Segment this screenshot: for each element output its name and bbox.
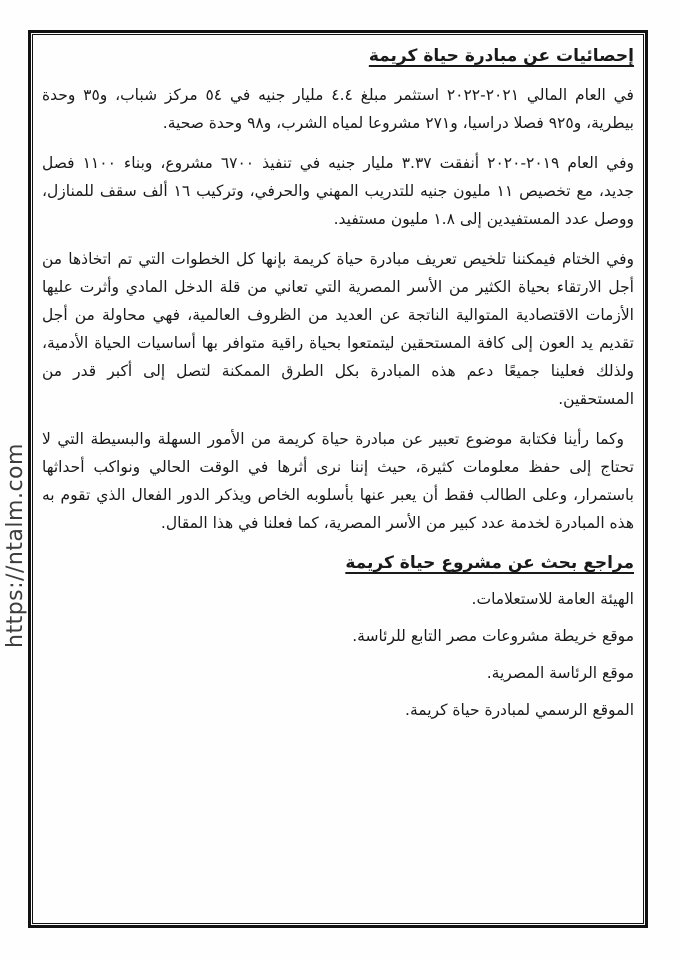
page-border-frame	[28, 30, 648, 928]
document-content	[42, 43, 634, 724]
paragraph-conclusion: وفي الختام فيمكننا تلخيص تعريف مبادرة حياة كريمة بإنها كل الخطوات التي تم اتخاذها من أجل الارتقاء بحياة الكثير من الأسر المصرية التي تعاني من قلة الدخل المادي وأثرت عليها الأزمات الاقتصادية المتوالية الناتجة عن العديد من الظروف العالمية، فهي محاولة من أجل تقديم يد العون إلى كافة المستحقين ليتمتعوا بحياة راقية متوافر بها أساسيات الحياة الأدمية، ولذلك فعلينا جميعًا دعم هذه المبادرة بكل الطرق الممكنة لتصل إلى أكبر قدر من المستحقين.	[42, 250, 634, 408]
reference-item-egypt-projects-map: موقع خريطة مشروعات مصر التابع للرئاسة.	[352, 627, 634, 645]
reference-item-egyptian-presidency-site: موقع الرئاسة المصرية.	[486, 664, 634, 682]
watermark-url: https://ntalm.com	[3, 443, 28, 648]
page-border-inner	[32, 34, 644, 924]
reference-item-general-information-authority: الهيئة العامة للاستعلامات.	[471, 590, 634, 608]
paragraph-essay-note: وكما رأينا فكتابة موضوع تعبير عن مبادرة حياة كريمة من الأمور السهلة والبسيطة التي لا تحتاج إلى حفظ معلومات كثيرة، حيث إننا نرى أثرها في الوقت الحالي ونواكب أحداثها باستمرار، وعلى الطالب فقط أن يعبر عنها بأسلوبه الخاص ويذكر الدور الفعال الذي تقوم به هذه المبادرة لخدمة عدد كبير من الأسر المصرية، كما فعلنا في هذا المقال.	[42, 430, 634, 532]
paragraph-fiscal-year-2019-2020: وفي العام ٢٠١٩-٢٠٢٠ أنفقت ٣.٣٧ مليار جنيه في تنفيذ ٦٧٠٠ مشروع، وبناء ١١٠٠ فصل جديد، مع تخصيص ١١ مليون جنيه للتدريب المهني والحرفي، وتركيب ١٦ ألف سقف للمنازل، ووصل عدد المستفيدين إلى ١.٨ مليون مستفيد.	[42, 154, 634, 228]
stats-section-heading: إحصائيات عن مبادرة حياة كريمة	[368, 46, 634, 66]
paragraph-fiscal-year-2021-2022: في العام المالي ٢٠٢١-٢٠٢٢ استثمر مبلغ ٤.٤ مليار جنيه في ٥٤ مركز شباب، و٣٥ وحدة بيطرية، و٩٢٥ فصلا دراسيا، و٢٧١ مشروعا لمياه الشرب، و٩٨ وحدة صحية.	[42, 86, 634, 132]
references-section-heading: مراجع بحث عن مشروع حياة كريمة	[345, 553, 634, 573]
reference-item-decent-life-official-site: الموقع الرسمي لمبادرة حياة كريمة.	[405, 701, 634, 719]
